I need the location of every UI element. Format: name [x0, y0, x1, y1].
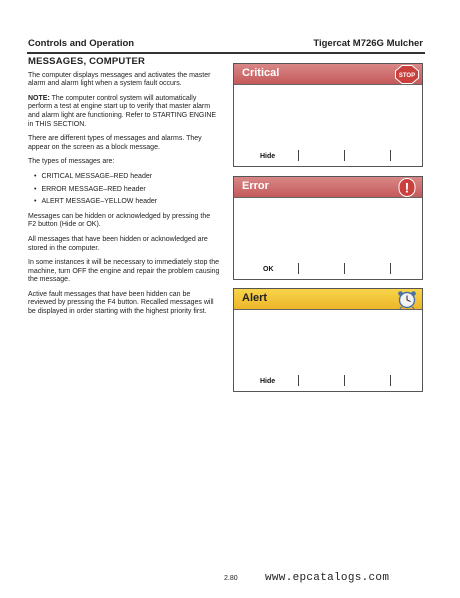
error-ok-softkey[interactable]: OK	[263, 266, 274, 273]
header-left: Controls and Operation	[28, 38, 135, 49]
header-right: Tigercat M726G Mulcher	[313, 38, 423, 49]
critical-hide-softkey[interactable]: Hide	[260, 153, 276, 160]
paragraph-2: There are different types of messages and alarms. They appear on the screen as a block message.	[28, 135, 202, 151]
header-rule	[27, 52, 425, 54]
text-column	[28, 58, 220, 323]
critical-message-panel	[233, 63, 423, 167]
paragraph-4: Messages can be hidden or acknowledged by pressing the F2 button (Hide or OK).	[28, 212, 211, 229]
paragraph-1: The computer displays messages and activates the master alarm and alarm light when a system fault occurs.	[28, 71, 211, 88]
alert-title: Alert	[242, 292, 268, 304]
error-softkey-bar	[234, 262, 422, 274]
paragraph-3: The types of messages are:	[28, 158, 115, 166]
note-label: NOTE:	[28, 94, 50, 102]
alert-message-panel	[233, 288, 423, 392]
list-item: • ERROR MESSAGE–RED header	[34, 186, 220, 195]
exclamation-label: !	[404, 179, 410, 196]
error-body	[234, 198, 422, 274]
error-title: Error	[242, 180, 269, 192]
softkey-divider	[344, 150, 345, 161]
softkey-divider	[298, 263, 299, 274]
softkey-divider	[344, 375, 345, 386]
softkey-divider	[344, 263, 345, 274]
stop-sign-icon	[395, 65, 419, 84]
error-header-bar	[234, 177, 422, 198]
alert-hide-softkey[interactable]: Hide	[260, 378, 276, 385]
alert-softkey-bar	[234, 374, 422, 386]
softkey-divider	[390, 375, 391, 386]
page-number: 2.80	[224, 575, 238, 582]
alert-header-bar	[234, 289, 422, 310]
softkey-divider	[298, 150, 299, 161]
list-item: • CRITICAL MESSAGE–RED header	[34, 173, 220, 182]
softkey-divider	[298, 375, 299, 386]
note-text: The computer control system will automatically perform a test at engine start up to verify that master alarm and alarm light are functioning. Refer to STARTING ENGINE in THIS SECTION.	[28, 94, 217, 128]
exclamation-icon	[395, 178, 419, 197]
watermark-url: www.epcatalogs.com	[265, 572, 390, 584]
softkey-divider	[390, 150, 391, 161]
section-title: MESSAGES, COMPUTER	[28, 56, 146, 67]
note-paragraph	[28, 95, 220, 129]
critical-body	[234, 85, 422, 161]
error-message-panel	[233, 176, 423, 280]
softkey-divider	[390, 263, 391, 274]
critical-title: Critical	[242, 67, 280, 79]
stop-sign-label: STOP	[398, 73, 416, 79]
message-types-list	[28, 173, 220, 207]
alarm-clock-icon	[395, 290, 419, 309]
alert-body	[234, 310, 422, 386]
paragraph-6: In some instances it will be necessary to immediately stop the machine, turn OFF the engine and repair the problem causing the message.	[28, 259, 220, 284]
paragraph-5: All messages that have been hidden or acknowledged are stored in the computer.	[28, 235, 208, 252]
list-item: • ALERT MESSAGE–YELLOW header	[34, 198, 220, 207]
critical-softkey-bar	[234, 149, 422, 161]
critical-header-bar	[234, 64, 422, 85]
paragraph-7: Active fault messages that have been hidden can be reviewed by pressing the F4 button. Recalled messages will be displayed in order starting with the highest priority first.	[28, 290, 214, 316]
